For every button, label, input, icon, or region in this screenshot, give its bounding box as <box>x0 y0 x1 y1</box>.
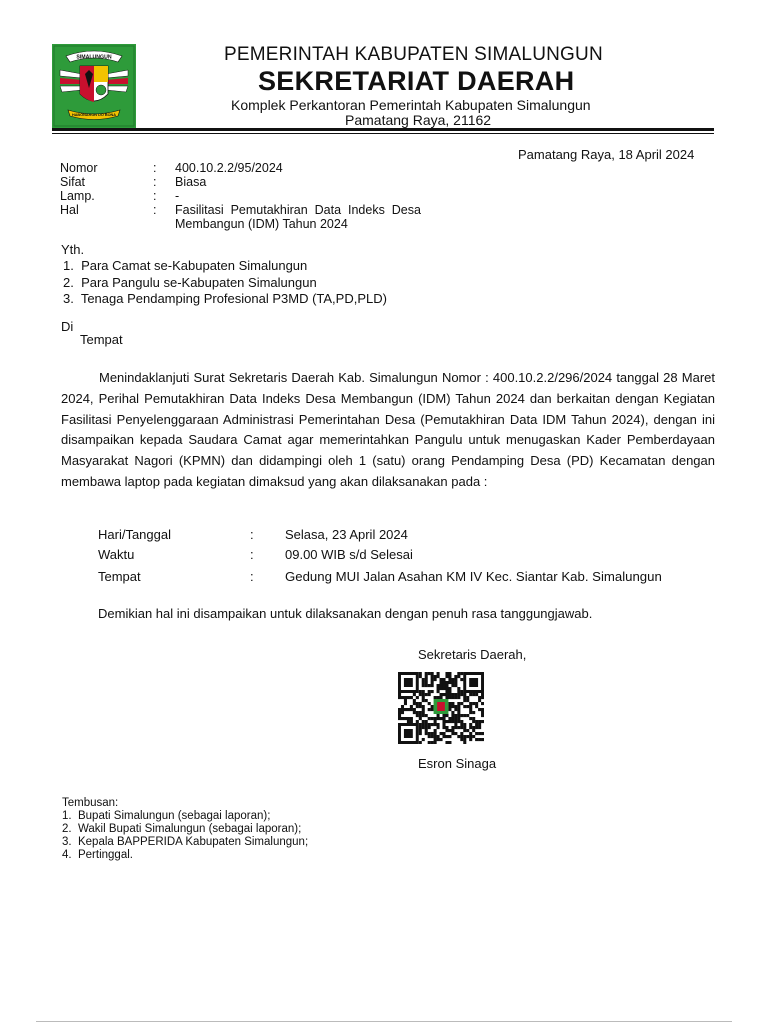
meta-label-nomor: Nomor <box>60 161 98 175</box>
cc-item: 4. Pertinggal. <box>62 849 133 861</box>
meta-colon: : <box>153 203 157 217</box>
schedule-value-place: Gedung MUI Jalan Asahan KM IV Kec. Siantar Kab. Simalungun <box>285 569 662 584</box>
meta-value-lamp: - <box>175 189 180 203</box>
schedule-label-time: Waktu <box>98 547 135 562</box>
addressee-item: 1. Para Camat se-Kabupaten Simalungun <box>63 258 308 273</box>
meta-colon: : <box>153 189 157 203</box>
schedule-colon: : <box>250 527 254 542</box>
meta-value-hal: Fasilitasi Pemutakhiran Data Indeks Desa <box>175 203 421 217</box>
signature-title: Sekretaris Daerah, <box>418 647 527 662</box>
meta-label-hal: Hal <box>60 203 79 217</box>
cc-item: 3. Kepala BAPPERIDA Kabupaten Simalungun; <box>62 836 309 848</box>
letter-body <box>61 368 715 493</box>
letterhead-address: Komplek Perkantoran Pemerintah Kabupaten Simalungun <box>231 97 591 113</box>
schedule-label-date: Hari/Tanggal <box>98 527 171 542</box>
cc-item: 2. Wakil Bupati Simalungun (sebagai laporan); <box>62 823 302 835</box>
addressee-item: 3. Tenaga Pendamping Profesional P3MD (TA,PD,PLD) <box>63 291 387 306</box>
letterhead-rule-thin <box>52 133 714 134</box>
meta-colon: : <box>153 175 157 189</box>
schedule-label-place: Tempat <box>98 569 141 584</box>
letterhead-office: SEKRETARIAT DAERAH <box>258 66 575 96</box>
signatory-name: Esron Sinaga <box>418 756 497 771</box>
signature-qr-code <box>398 672 484 744</box>
addressee-greeting: Yth. <box>61 242 85 257</box>
cc-heading: Tembusan: <box>62 797 119 809</box>
meta-value-hal-line2: Membangun (IDM) Tahun 2024 <box>175 217 348 231</box>
schedule-value-time: 09.00 WIB s/d Selesai <box>285 547 413 562</box>
letter-body-text: Menindaklanjuti Surat Sekretaris Daerah Kab. Simalungun Nomor : 400.10.2.2/296/2024 tanggal 28 Maret 2024, Perihal Pemutakhiran Data Indeks Desa Membangun (IDM) Tahun 2024 dan berkaitan dengan Kegiatan Fasilitasi Penyelenggaraan Administrasi Pemerintahan Desa (Pemutakhiran Data IDM Tahun 2024), dengan ini disampaikan kepada Saudara Camat agar memerintahkan Pangulu untuk menugaskan Kader Pemberdayaan Masyarakat Nagori (KPMN) dan didampingi oleh 1 (satu) orang Pendamping Desa (PD) Kecamatan dengan membawa laptop pada kegiatan dimaksud yang akan dilaksanakan pada : <box>61 370 715 489</box>
letterhead-city: Pamatang Raya, 21162 <box>345 112 492 128</box>
cc-item: 1. Bupati Simalungun (sebagai laporan); <box>62 810 271 822</box>
addressee-di: Di <box>61 319 74 334</box>
addressee-item: 2. Para Pangulu se-Kabupaten Simalungun <box>63 275 317 290</box>
addressee-tempat: Tempat <box>80 332 123 347</box>
page-bottom-rule <box>36 1021 732 1022</box>
meta-label-sifat: Sifat <box>60 175 86 189</box>
letterhead-government: PEMERINTAH KABUPATEN SIMALUNGUN <box>224 44 603 65</box>
schedule-value-date: Selasa, 23 April 2024 <box>285 527 408 542</box>
meta-value-sifat: Biasa <box>175 175 207 189</box>
closing-sentence: Demikian hal ini disampaikan untuk dilaksanakan dengan penuh rasa tanggungjawab. <box>98 606 593 621</box>
logo-text-bottom: HABONARON DO BONA <box>71 113 117 117</box>
letterhead-rule-thick <box>52 128 714 131</box>
schedule-colon: : <box>250 569 254 584</box>
schedule-colon: : <box>250 547 254 562</box>
regency-logo <box>52 44 136 128</box>
meta-label-lamp: Lamp. <box>60 189 95 203</box>
meta-colon: : <box>153 161 157 175</box>
meta-value-nomor: 400.10.2.2/95/2024 <box>175 161 283 175</box>
logo-text-top: SIMALUNGUN <box>76 54 112 61</box>
letter-date: Pamatang Raya, 18 April 2024 <box>518 147 695 162</box>
